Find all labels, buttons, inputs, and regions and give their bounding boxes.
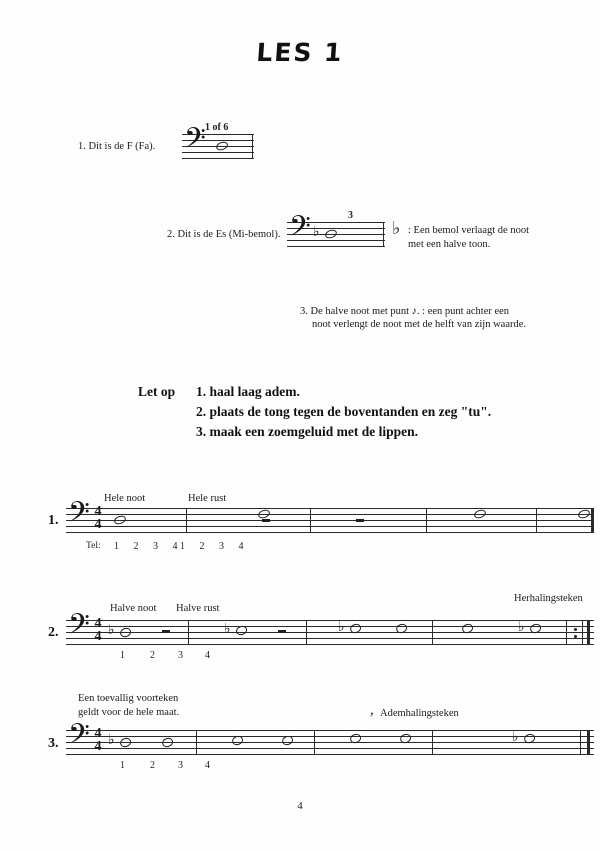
exercise-2-count-2: 2 [150, 650, 161, 661]
whole-note [324, 228, 338, 240]
half-note [119, 736, 132, 748]
exercise-1-number: 1. [48, 513, 59, 528]
stave-line [66, 620, 594, 621]
half-rest [278, 630, 286, 633]
flat-icon: ♭ [224, 621, 231, 637]
time-signature [91, 727, 105, 753]
bass-clef-icon: 𝄢 [68, 496, 90, 536]
stave-line [66, 520, 594, 521]
flat-icon: ♭ [518, 619, 525, 635]
flat-icon: ♭ [512, 729, 519, 745]
whole-rest [356, 519, 364, 522]
exercise-3-count-1: 1 [120, 760, 131, 771]
barline [432, 620, 433, 645]
barline [536, 508, 537, 533]
item-3-line2: noot verlengt de noot met de helft van zijn waarde. [312, 319, 527, 330]
exercise-2-label-halve-rust: Halve rust [176, 603, 220, 614]
let-op-line-2: 2. plaats de tong tegen de boventanden en zeg "tu". [196, 404, 492, 419]
exercise-1-counts-2: 1 2 3 4 [180, 541, 250, 552]
barline [196, 730, 197, 755]
let-op-line-3: 3. maak een zoemgeluid met de lippen. [196, 424, 418, 439]
exercise-3-label-ademhalingsteken: Ademhalingsteken [380, 708, 459, 719]
flat-icon: ♭ [313, 224, 320, 240]
bass-clef-icon: 𝄢 [184, 122, 206, 162]
exercise-2-label-herhalingsteken: Herhalingsteken [514, 593, 583, 604]
time-signature [91, 617, 105, 643]
stave-line [66, 626, 594, 627]
final-barline [587, 620, 590, 645]
final-barline [591, 508, 594, 533]
time-signature-top: 4 [94, 616, 102, 631]
flat-symbol-icon: ♭ [392, 218, 401, 239]
exercise-3-count-4: 4 [205, 760, 216, 771]
time-signature-bottom: 4 [94, 517, 102, 532]
bass-clef-icon: 𝄢 [68, 608, 90, 648]
exercise-2-count-1: 1 [120, 650, 131, 661]
breath-mark-icon: , [370, 702, 374, 718]
stave-line [66, 532, 594, 533]
stave [287, 210, 385, 250]
flat-icon: ♭ [108, 622, 115, 638]
half-note [119, 626, 132, 638]
barline [310, 508, 311, 533]
exercise-2-count-3: 3 [178, 650, 189, 661]
let-op-line-1: 1. haal laag adem. [196, 384, 300, 399]
stave-line [66, 748, 594, 749]
item-2-explanation-line2: met een halve toon. [408, 239, 491, 250]
barline [432, 730, 433, 755]
stave-line [66, 514, 594, 515]
barline [188, 620, 189, 645]
flat-icon: ♭ [338, 619, 345, 635]
bass-clef-icon: 𝄢 [289, 210, 311, 250]
item-3-line1: 3. De halve noot met punt ♪. : een punt achter een [300, 306, 510, 317]
stave-line [66, 754, 594, 755]
exercise-2-number: 2. [48, 625, 59, 640]
barline [582, 620, 583, 645]
whole-rest [262, 519, 270, 522]
barline [383, 222, 384, 247]
exercise-1-counts-1: 1 2 3 4 [114, 541, 184, 552]
exercise-1-label-hele-rust: Hele rust [188, 493, 227, 504]
whole-note [473, 508, 487, 520]
stave-line [66, 644, 594, 645]
exercise-1-count-label: Tel: [86, 541, 101, 551]
item-2-measure-number: 3 [348, 210, 353, 221]
whole-note [215, 140, 229, 152]
time-signature [91, 505, 105, 531]
let-op-heading: Let op [138, 384, 176, 399]
barline [580, 730, 581, 755]
exercise-3-number: 3. [48, 736, 59, 751]
stave-line [66, 526, 594, 527]
whole-note [113, 514, 127, 526]
page-title: LES 1 [255, 38, 345, 67]
exercise-2-label-halve-noot: Halve noot [110, 603, 157, 614]
item-2-explanation-line1: : Een bemol verlaagt de noot [408, 225, 530, 236]
exercise-3-count-3: 3 [178, 760, 189, 771]
exercise-3-count-2: 2 [150, 760, 161, 771]
time-signature-top: 4 [94, 726, 102, 741]
stave-line [66, 632, 594, 633]
stave-line [66, 638, 594, 639]
repeat-dot [574, 628, 577, 631]
exercise-1-label-hele-noot: Hele noot [104, 493, 146, 504]
barline [426, 508, 427, 533]
stave-line [66, 508, 594, 509]
time-signature-top: 4 [94, 504, 102, 519]
page-number: 4 [297, 800, 303, 812]
bass-clef-icon: 𝄢 [68, 718, 90, 758]
exercise-3-label-line1: Een toevallig voorteken [78, 693, 179, 704]
flat-icon: ♭ [108, 732, 115, 748]
barline [252, 134, 253, 159]
time-signature-bottom: 4 [94, 629, 102, 644]
barline [566, 620, 567, 645]
exercise-3-label-line2: geldt voor de hele maat. [78, 707, 180, 718]
item-1-text: 1. Dit is de F (Fa). [78, 141, 156, 152]
half-rest [162, 630, 170, 633]
time-signature-bottom: 4 [94, 739, 102, 754]
whole-note [577, 508, 591, 520]
exercise-3-stave [66, 718, 594, 758]
barline [314, 730, 315, 755]
item-2-text: 2. Dit is de Es (Mi-bemol). [167, 229, 281, 240]
final-barline [587, 730, 590, 755]
item-1-measure-number: 1 of 6 [205, 122, 229, 133]
barline [306, 620, 307, 645]
half-note [161, 736, 174, 748]
barline [186, 508, 187, 533]
exercise-2-count-4: 4 [205, 650, 216, 661]
